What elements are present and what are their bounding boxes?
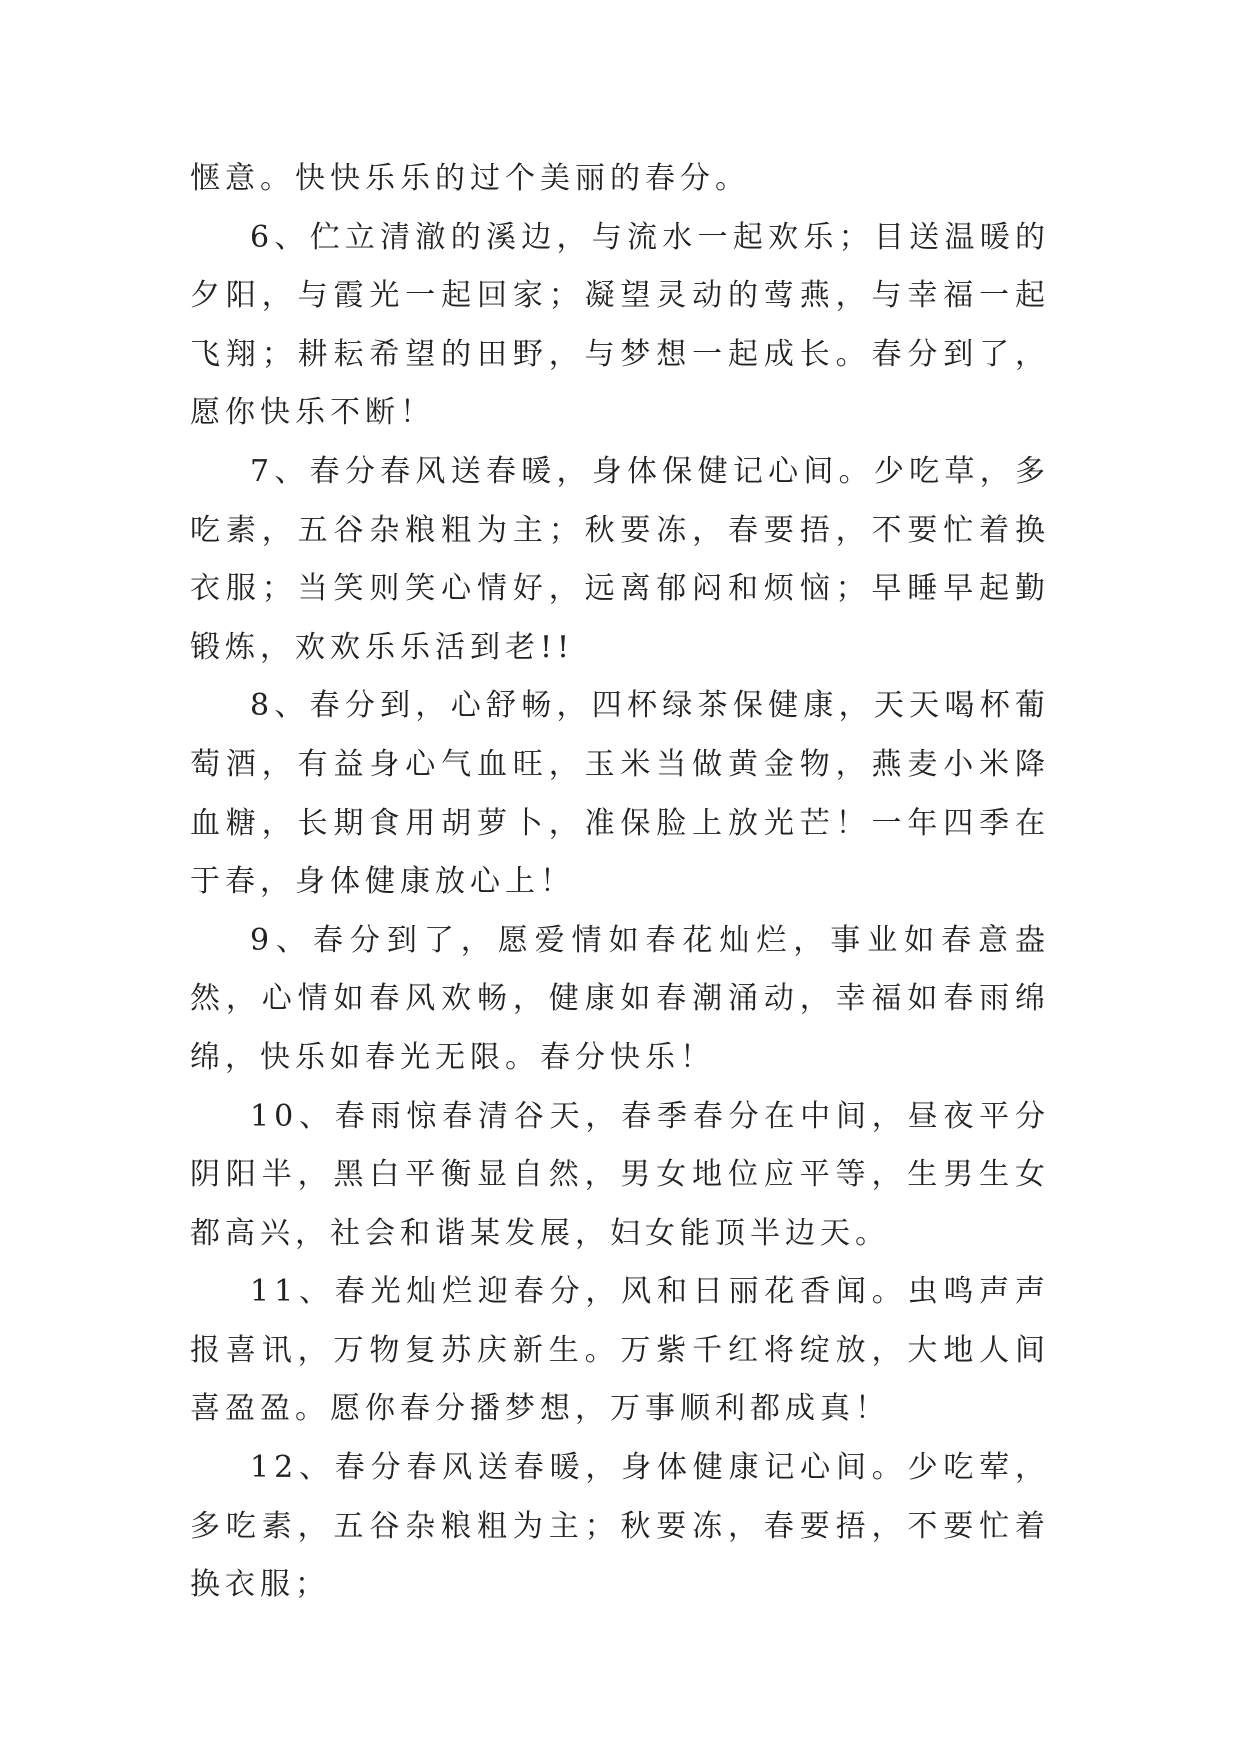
paragraph-4: 8、春分到，心舒畅，四杯绿茶保健康，天天喝杯葡萄酒，有益身心气血旺，玉米当做黄金物，燕麦小米降血糖，长期食用胡萝卜，准保脸上放光芒！一年四季在于春，身体健康放心上！	[190, 688, 1050, 900]
paragraph-3: 7、春分春风送春暖，身体保健记心间。少吃草，多吃素，五谷杂粮粗为主；秋要冻，春要捂，不要忙着换衣服；当笑则笑心情好，远离郁闷和烦恼；早睡早起勤锻炼，欢欢乐乐活到老!!	[190, 453, 1050, 665]
paragraph-6: 10、春雨惊春清谷天，春季春分在中间，昼夜平分阴阳半，黑白平衡显自然，男女地位应平等，生男生女都高兴，社会和谐某发展，妇女能顶半边天。	[190, 1098, 1050, 1251]
paragraph-7: 11、春光灿烂迎春分，风和日丽花香闻。虫鸣声声报喜讯，万物复苏庆新生。万紫千红将绽放，大地人间喜盈盈。愿你春分播梦想，万事顺利都成真！	[190, 1274, 1050, 1427]
paragraph-2: 6、伫立清澈的溪边，与流水一起欢乐；目送温暖的夕阳，与霞光一起回家；凝望灵动的莺燕，与幸福一起飞翔；耕耘希望的田野，与梦想一起成长。春分到了，愿你快乐不断！	[190, 219, 1050, 431]
paragraph-8: 12、春分春风送春暖，身体健康记心间。少吃荤，多吃素，五谷杂粮粗为主；秋要冻，春要捂，不要忙着换衣服；	[190, 1450, 1050, 1603]
paragraph-5: 9、春分到了，愿爱情如春花灿烂，事业如春意盎然，心情如春风欢畅，健康如春潮涌动，幸福如春雨绵绵，快乐如春光无限。春分快乐！	[190, 922, 1050, 1075]
paragraph-1: 惬意。快快乐乐的过个美丽的春分。	[190, 161, 750, 196]
document-body	[190, 150, 1050, 1615]
